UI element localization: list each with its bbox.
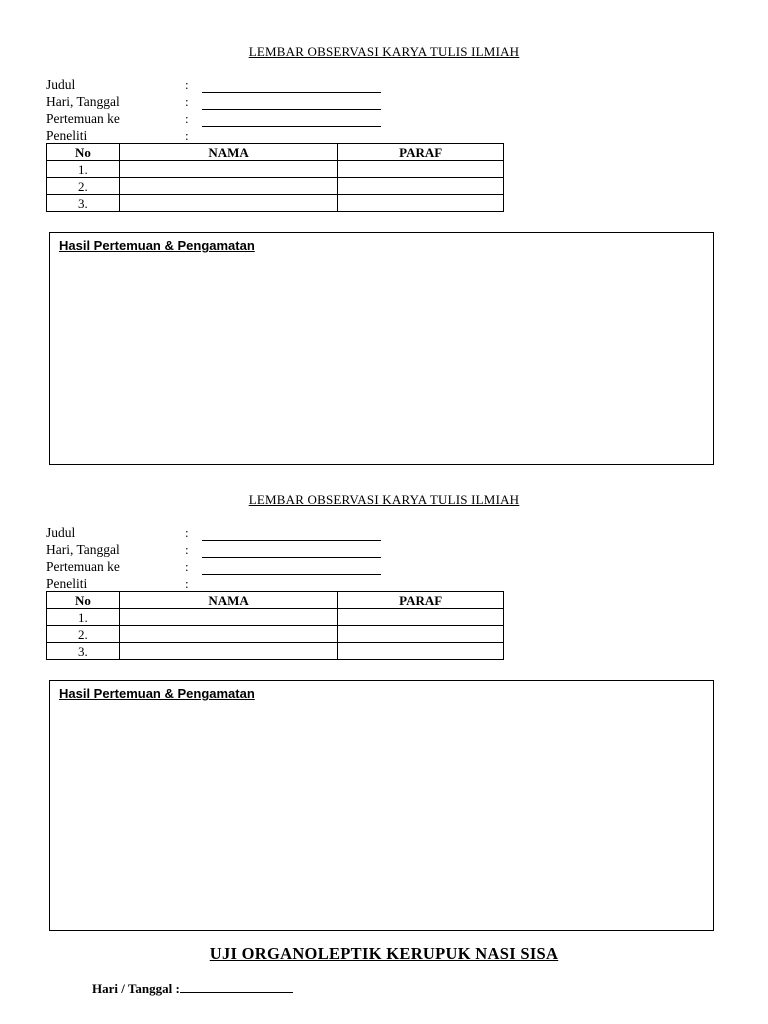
header-no: No [47,592,120,609]
table-row [47,161,504,178]
field-colon: : [185,525,189,540]
paraf-cell[interactable] [338,161,504,178]
name-cell[interactable] [119,195,338,212]
field-label-peneliti: Peneliti [46,128,88,143]
field-label-judul: Judul [46,525,76,540]
hari-tanggal-input-line[interactable] [202,109,381,110]
field-colon: : [185,77,189,92]
form-title: LEMBAR OBSERVASI KARYA TULIS ILMIAH [248,44,520,59]
field-label-pertemuan-ke: Pertemuan ke [46,559,120,574]
field-label-judul: Judul [46,77,76,92]
name-cell[interactable] [119,178,338,195]
hari-tanggal-input-line[interactable] [202,557,381,558]
header-paraf: PARAF [338,592,504,609]
form-title: LEMBAR OBSERVASI KARYA TULIS ILMIAH [248,492,520,507]
name-cell[interactable] [119,626,338,643]
researcher-table [46,591,504,660]
paraf-cell[interactable] [338,195,504,212]
table-header-row [47,592,504,609]
observation-form-2 [0,492,768,932]
field-label-hari-tanggal: Hari, Tanggal [46,94,120,109]
field-label-hari-tanggal: Hari, Tanggal [46,542,120,557]
judul-input-line[interactable] [202,540,381,541]
field-colon: : [185,559,189,574]
observation-heading: Hasil Pertemuan & Pengamatan [59,686,255,701]
judul-input-line[interactable] [202,92,381,93]
observation-form-1 [0,44,768,484]
paraf-cell[interactable] [338,178,504,195]
header-paraf: PARAF [338,144,504,161]
table-row [47,609,504,626]
row-number: 3. [47,643,120,660]
row-number: 1. [47,609,120,626]
table-row [47,178,504,195]
row-number: 1. [47,161,120,178]
pertemuan-ke-input-line[interactable] [202,574,381,575]
field-colon: : [185,128,189,143]
header-nama: NAMA [119,144,338,161]
table-header-row [47,144,504,161]
observation-box[interactable] [49,232,714,465]
paraf-cell[interactable] [338,609,504,626]
date-label: Hari / Tanggal : [92,981,180,996]
table-row [47,195,504,212]
field-colon: : [185,94,189,109]
name-cell[interactable] [119,609,338,626]
table-row [47,626,504,643]
row-number: 3. [47,195,120,212]
header-no: No [47,144,120,161]
row-number: 2. [47,626,120,643]
paraf-cell[interactable] [338,626,504,643]
name-cell[interactable] [119,161,338,178]
paraf-cell[interactable] [338,643,504,660]
field-colon: : [185,542,189,557]
pertemuan-ke-input-line[interactable] [202,126,381,127]
name-cell[interactable] [119,643,338,660]
row-number: 2. [47,178,120,195]
date-input-line[interactable] [180,980,293,993]
field-colon: : [185,111,189,126]
observation-box[interactable] [49,680,714,931]
table-row [47,643,504,660]
field-colon: : [185,576,189,591]
researcher-table [46,143,504,212]
section-title: UJI ORGANOLEPTIK KERUPUK NASI SISA [209,944,559,963]
field-label-peneliti: Peneliti [46,576,88,591]
header-nama: NAMA [119,592,338,609]
field-label-pertemuan-ke: Pertemuan ke [46,111,120,126]
date-field [92,980,293,997]
observation-heading: Hasil Pertemuan & Pengamatan [59,238,255,253]
